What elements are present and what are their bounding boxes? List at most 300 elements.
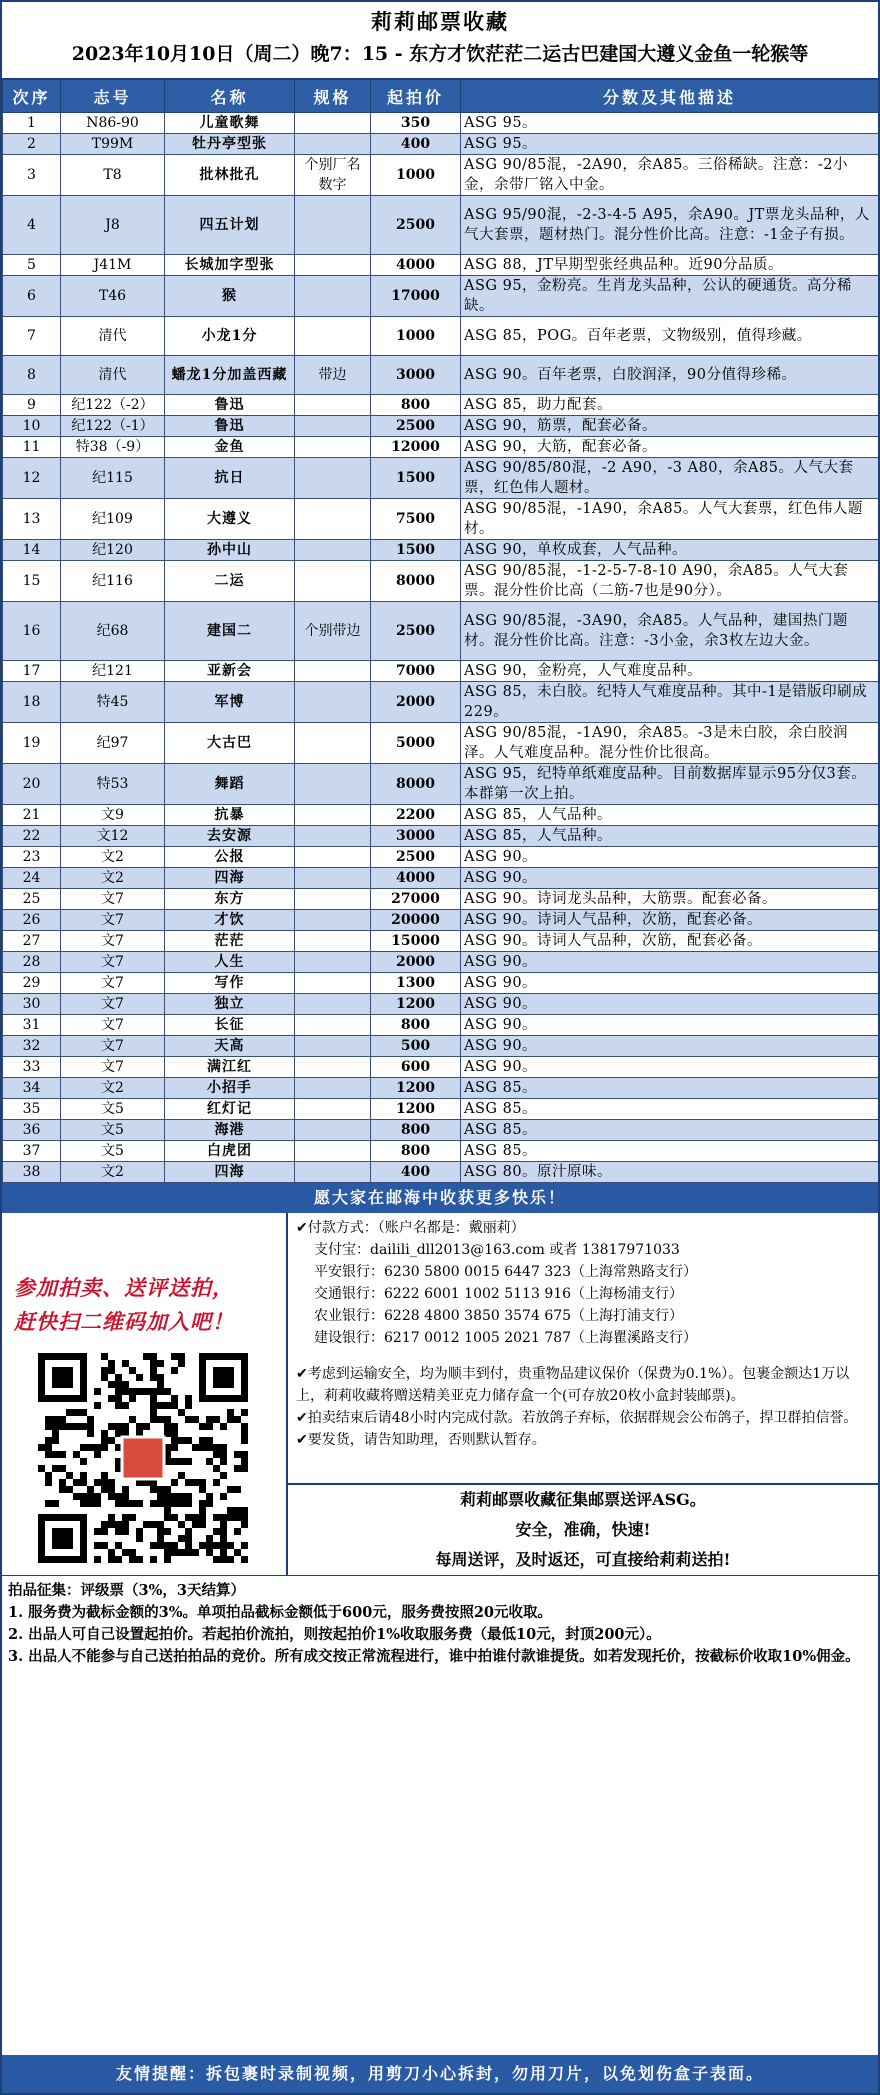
cell-name: 大古巴 (165, 723, 295, 764)
cell-price: 1300 (371, 973, 461, 994)
cell-no: 18 (3, 682, 61, 723)
cell-price: 2200 (371, 805, 461, 826)
cell-name: 牡丹亭型张 (165, 134, 295, 155)
table-row (3, 889, 879, 910)
cell-name: 鲁迅 (165, 395, 295, 416)
cell-spec (295, 499, 371, 540)
cell-no: 3 (3, 155, 61, 196)
cell-spec (295, 661, 371, 682)
table-row (3, 416, 879, 437)
cell-name: 人生 (165, 952, 295, 973)
cell-price: 1200 (371, 1099, 461, 1120)
cell-desc: ASG 90。诗词龙头品种，大筋票。配套必备。 (461, 889, 879, 910)
cell-spec (295, 113, 371, 134)
cell-spec (295, 764, 371, 805)
cell-desc: ASG 88，JT早期型张经典品种。近90分品质。 (461, 255, 879, 276)
cell-code: T99M (61, 134, 165, 155)
cell-name: 公报 (165, 847, 295, 868)
cell-desc: ASG 90。诗词人气品种，次筋，配套必备。 (461, 931, 879, 952)
cell-spec (295, 255, 371, 276)
cell-name: 天高 (165, 1036, 295, 1057)
cell-name: 金鱼 (165, 437, 295, 458)
cell-no: 22 (3, 826, 61, 847)
cell-name: 亚新会 (165, 661, 295, 682)
cell-code: 文7 (61, 1036, 165, 1057)
col-header-desc: 分数及其他描述 (461, 80, 879, 113)
col-header-price: 起拍价 (371, 80, 461, 113)
cell-price: 2000 (371, 682, 461, 723)
table-row (3, 994, 879, 1015)
cell-spec (295, 1078, 371, 1099)
table-row (3, 317, 879, 356)
bank-account: 建设银行：6217 0012 1005 2021 787（上海瞿溪路支行） (314, 1330, 698, 1346)
cell-desc: ASG 90，筋票，配套必备。 (461, 416, 879, 437)
cell-name: 二运 (165, 561, 295, 602)
table-row (3, 1057, 879, 1078)
cell-desc: ASG 85。 (461, 1078, 879, 1099)
lots-table (2, 79, 879, 1183)
payment-panel (288, 1213, 878, 1575)
cell-no: 23 (3, 847, 61, 868)
cell-desc: ASG 95。 (461, 134, 879, 155)
cell-desc: ASG 85，助力配套。 (461, 395, 879, 416)
cell-price: 20000 (371, 910, 461, 931)
cell-spec (295, 1120, 371, 1141)
cell-desc: ASG 90，金粉亮，人气难度品种。 (461, 661, 879, 682)
cell-code: 文2 (61, 1078, 165, 1099)
cell-code: 纪109 (61, 499, 165, 540)
cell-spec (295, 1036, 371, 1057)
bank-account: 农业银行：6228 4800 3850 3574 675（上海打浦支行） (314, 1308, 684, 1324)
cell-code: 纪68 (61, 602, 165, 661)
cell-spec (295, 317, 371, 356)
cell-no: 31 (3, 1015, 61, 1036)
promo-line: 赶快扫二维码加入吧！ (14, 1309, 234, 1334)
table-row (3, 1099, 879, 1120)
table-row (3, 276, 879, 317)
table-row (3, 540, 879, 561)
table-row (3, 661, 879, 682)
cell-spec (295, 868, 371, 889)
cell-price: 2500 (371, 416, 461, 437)
cell-spec (295, 826, 371, 847)
cell-name: 独立 (165, 994, 295, 1015)
cell-name: 舞蹈 (165, 764, 295, 805)
cell-spec (295, 973, 371, 994)
cell-price: 3000 (371, 826, 461, 847)
cell-spec (295, 416, 371, 437)
cell-spec (295, 395, 371, 416)
cell-desc: ASG 90，大筋，配套必备。 (461, 437, 879, 458)
cell-code: J8 (61, 196, 165, 255)
cell-no: 37 (3, 1141, 61, 1162)
cell-name: 军博 (165, 682, 295, 723)
cell-price: 1500 (371, 458, 461, 499)
cell-no: 21 (3, 805, 61, 826)
cell-code: 文7 (61, 910, 165, 931)
cell-no: 36 (3, 1120, 61, 1141)
alipay-account: 支付宝：dailili_dll2013@163.com 或者 13817971033 (314, 1242, 680, 1258)
cell-price: 27000 (371, 889, 461, 910)
cell-desc: ASG 90，单枚成套，人气品种。 (461, 540, 879, 561)
cell-code: 文7 (61, 889, 165, 910)
table-row (3, 682, 879, 723)
cell-name: 四海 (165, 1162, 295, 1183)
cell-spec (295, 723, 371, 764)
cell-price: 1200 (371, 1078, 461, 1099)
cell-spec (295, 196, 371, 255)
table-row (3, 931, 879, 952)
cell-no: 24 (3, 868, 61, 889)
cell-desc: ASG 90。 (461, 868, 879, 889)
cell-spec (295, 134, 371, 155)
cell-no: 15 (3, 561, 61, 602)
cell-price: 7000 (371, 661, 461, 682)
cell-name: 大遵义 (165, 499, 295, 540)
cell-desc: ASG 90。 (461, 1057, 879, 1078)
payment-info (288, 1213, 878, 1483)
table-row (3, 910, 879, 931)
table-row (3, 973, 879, 994)
cell-no: 26 (3, 910, 61, 931)
cell-spec (295, 889, 371, 910)
cell-spec (295, 561, 371, 602)
cell-code: 纪121 (61, 661, 165, 682)
cell-name: 孙中山 (165, 540, 295, 561)
table-row (3, 155, 879, 196)
cell-spec (295, 1057, 371, 1078)
cell-price: 2500 (371, 196, 461, 255)
footer-reminder: 友情提醒：拆包裹时录制视频，用剪刀小心拆封，勿用刀片，以免划伤盒子表面。 (2, 2055, 878, 2093)
slogan-line: 每周送评，及时返还，可直接给莉莉送拍! (435, 1550, 731, 1569)
cell-no: 8 (3, 356, 61, 395)
cell-spec (295, 847, 371, 868)
table-row (3, 437, 879, 458)
wish-banner: 愿大家在邮海中收获更多快乐！ (2, 1183, 878, 1213)
cell-code: 文7 (61, 952, 165, 973)
cell-desc: ASG 90。诗词人气品种，次筋，配套必备。 (461, 910, 879, 931)
cell-spec (295, 458, 371, 499)
cell-desc: ASG 85，人气品种。 (461, 826, 879, 847)
cell-no: 34 (3, 1078, 61, 1099)
cell-name: 建国二 (165, 602, 295, 661)
cell-code: 特38（-9） (61, 437, 165, 458)
cell-spec: 个别带边 (295, 602, 371, 661)
cell-desc: ASG 95。 (461, 113, 879, 134)
cell-spec (295, 910, 371, 931)
table-row (3, 1120, 879, 1141)
cell-code: 文5 (61, 1099, 165, 1120)
cell-no: 13 (3, 499, 61, 540)
col-header-code: 志号 (61, 80, 165, 113)
cell-name: 蟠龙1分加盖西藏 (165, 356, 295, 395)
slogan-line: 安全，准确，快速! (515, 1520, 651, 1539)
cell-no: 2 (3, 134, 61, 155)
table-row (3, 868, 879, 889)
promo-line: 参加拍卖、送评送拍， (14, 1275, 234, 1300)
cell-code: 文7 (61, 994, 165, 1015)
cell-no: 20 (3, 764, 61, 805)
cell-name: 抗日 (165, 458, 295, 499)
cell-price: 15000 (371, 931, 461, 952)
cell-no: 12 (3, 458, 61, 499)
cell-spec (295, 1099, 371, 1120)
table-row (3, 1078, 879, 1099)
cell-price: 7500 (371, 499, 461, 540)
cell-price: 5000 (371, 723, 461, 764)
cell-price: 2000 (371, 952, 461, 973)
cell-desc: ASG 90。 (461, 1036, 879, 1057)
cell-code: 文7 (61, 1057, 165, 1078)
cell-spec (295, 1141, 371, 1162)
cell-code: 纪116 (61, 561, 165, 602)
page-subtitle: 2023年10月10日（周二）晚7：15 - 东方才饮茫茫二运古巴建国大遵义金鱼一轮猴等 (71, 43, 809, 65)
cell-code: T8 (61, 155, 165, 196)
cell-desc: ASG 90。百年老票，白胶润泽，90分值得珍稀。 (461, 356, 879, 395)
cell-name: 鲁迅 (165, 416, 295, 437)
cell-no: 11 (3, 437, 61, 458)
cell-desc: ASG 95，金粉亮。生肖龙头品种，公认的硬通货。高分稀缺。 (461, 276, 879, 317)
cell-code: 清代 (61, 356, 165, 395)
cell-no: 19 (3, 723, 61, 764)
cell-no: 1 (3, 113, 61, 134)
cell-desc: ASG 85，未白胶。纪特人气难度品种。其中-1是错版印刷成229。 (461, 682, 879, 723)
bank-account: 交通银行：6222 6001 1002 5113 916（上海杨浦支行） (314, 1286, 684, 1302)
cell-desc: ASG 85，人气品种。 (461, 805, 879, 826)
col-header-spec: 规格 (295, 80, 371, 113)
cell-no: 32 (3, 1036, 61, 1057)
cell-code: 清代 (61, 317, 165, 356)
rules-title: 拍品征集：评级票（3%，3天结算） (8, 1582, 245, 1599)
cell-spec (295, 682, 371, 723)
table-row (3, 395, 879, 416)
rule-item: 3. 出品人不能参与自己送拍拍品的竞价。所有成交按正常流程进行，谁中拍谁付款谁提货。如若发现托价，按截标价收取10%佣金。 (8, 1648, 860, 1665)
cell-name: 小招手 (165, 1078, 295, 1099)
table-row (3, 458, 879, 499)
table-row (3, 196, 879, 255)
cell-code: 文7 (61, 973, 165, 994)
cell-price: 2500 (371, 847, 461, 868)
cell-spec (295, 1015, 371, 1036)
cell-price: 400 (371, 1162, 461, 1183)
table-row (3, 356, 879, 395)
cell-no: 30 (3, 994, 61, 1015)
cell-name: 抗暴 (165, 805, 295, 826)
cell-spec (295, 931, 371, 952)
cell-price: 350 (371, 113, 461, 134)
cell-no: 33 (3, 1057, 61, 1078)
cell-no: 6 (3, 276, 61, 317)
cell-price: 17000 (371, 276, 461, 317)
cell-name: 批林批孔 (165, 155, 295, 196)
cell-price: 1000 (371, 155, 461, 196)
cell-no: 25 (3, 889, 61, 910)
cell-desc: ASG 90。 (461, 952, 879, 973)
cell-code: 文9 (61, 805, 165, 826)
cell-no: 9 (3, 395, 61, 416)
cell-code: 文5 (61, 1141, 165, 1162)
rule-item: 2. 出品人可自己设置起拍价。若起拍价流拍，则按起拍价1%收取服务费（最低10元，封顶200元）。 (8, 1626, 661, 1643)
cell-no: 14 (3, 540, 61, 561)
table-header-row (3, 80, 879, 113)
cell-name: 长征 (165, 1015, 295, 1036)
cell-spec: 个别厂名数字 (295, 155, 371, 196)
cell-price: 8000 (371, 561, 461, 602)
delivery-note: ✔要发货，请告知助理，否则默认暂存。 (296, 1432, 546, 1448)
cell-code: 文7 (61, 931, 165, 952)
cell-name: 满江红 (165, 1057, 295, 1078)
table-row (3, 847, 879, 868)
cell-desc: ASG 95/90混，-2-3-4-5 A95，余A90。JT票龙头品种，人气大套票，题材热门。混分性价比高。注意：-1金子有损。 (461, 196, 879, 255)
cell-name: 四五计划 (165, 196, 295, 255)
cell-desc: ASG 90/85/80混，-2 A90，-3 A80，余A85。人气大套票，红色伟人题材。 (461, 458, 879, 499)
payment-deadline-note: ✔拍卖结束后请48小时内完成付款。若放鸽子弃标，依据群规会公布鸽子，捍卫群拍信誉。 (296, 1410, 858, 1426)
cell-name: 东方 (165, 889, 295, 910)
cell-no: 4 (3, 196, 61, 255)
cell-name: 红灯记 (165, 1099, 295, 1120)
col-header-name: 名称 (165, 80, 295, 113)
cell-no: 5 (3, 255, 61, 276)
cell-code: 纪97 (61, 723, 165, 764)
table-row (3, 826, 879, 847)
cell-desc: ASG 90/85混，-1A90，余A85。-3是未白胶，余白胶润泽。人气难度品种。混分性价比很高。 (461, 723, 879, 764)
cell-name: 去安源 (165, 826, 295, 847)
cell-price: 4000 (371, 255, 461, 276)
cell-name: 白虎团 (165, 1141, 295, 1162)
consignment-rules (2, 1576, 878, 1726)
header (2, 2, 878, 79)
cell-name: 小龙1分 (165, 317, 295, 356)
cell-desc: ASG 85，POG。百年老票，文物级别，值得珍藏。 (461, 317, 879, 356)
table-row (3, 134, 879, 155)
cell-price: 4000 (371, 868, 461, 889)
table-row (3, 255, 879, 276)
cell-name: 海港 (165, 1120, 295, 1141)
table-row (3, 764, 879, 805)
cell-name: 才饮 (165, 910, 295, 931)
cell-spec (295, 805, 371, 826)
cell-price: 8000 (371, 764, 461, 805)
cell-price: 1500 (371, 540, 461, 561)
cell-price: 400 (371, 134, 461, 155)
cell-code: 纪122（-2） (61, 395, 165, 416)
cell-spec (295, 1162, 371, 1183)
payment-title: ✔付款方式：（账户名都是：戴丽莉） (296, 1220, 525, 1236)
cell-spec (295, 952, 371, 973)
cell-desc: ASG 90。 (461, 994, 879, 1015)
cell-no: 38 (3, 1162, 61, 1183)
table-row (3, 499, 879, 540)
cell-name: 四海 (165, 868, 295, 889)
cell-code: J41M (61, 255, 165, 276)
cell-spec (295, 540, 371, 561)
cell-code: 文7 (61, 1015, 165, 1036)
table-row (3, 1141, 879, 1162)
cell-price: 600 (371, 1057, 461, 1078)
cell-no: 27 (3, 931, 61, 952)
cell-no: 7 (3, 317, 61, 356)
cell-code: 纪122（-1） (61, 416, 165, 437)
cell-code: 文2 (61, 847, 165, 868)
cell-name: 儿童歌舞 (165, 113, 295, 134)
cell-spec (295, 437, 371, 458)
cell-code: 纪120 (61, 540, 165, 561)
lots-body (3, 113, 879, 1183)
promo-panel (2, 1213, 288, 1575)
table-row (3, 561, 879, 602)
promo-text (14, 1271, 234, 1339)
cell-desc: ASG 85。 (461, 1099, 879, 1120)
shipping-note: ✔考虑到运输安全，均为顺丰到付，贵重物品建议保价（保费为0.1%）。包裹金额达1万以上，莉莉收藏将赠送精美亚克力储存盒一个(可存放20枚小盒封装邮票)。 (296, 1366, 850, 1404)
cell-price: 1000 (371, 317, 461, 356)
cell-price: 800 (371, 1120, 461, 1141)
cell-desc: ASG 80。原汁原味。 (461, 1162, 879, 1183)
cell-code: 文2 (61, 1162, 165, 1183)
cell-code: N86-90 (61, 113, 165, 134)
table-row (3, 952, 879, 973)
cell-desc: ASG 90/85混，-1-2-5-7-8-10 A90，余A85。人气大套票。混分性价比高（二筋-7也是90分）。 (461, 561, 879, 602)
cell-price: 3000 (371, 356, 461, 395)
cell-spec (295, 276, 371, 317)
info-section (2, 1213, 878, 1576)
cell-no: 29 (3, 973, 61, 994)
qr-code-icon[interactable] (14, 1353, 272, 1563)
table-row (3, 805, 879, 826)
cell-code: T46 (61, 276, 165, 317)
table-row (3, 1036, 879, 1057)
cell-desc: ASG 90。 (461, 1015, 879, 1036)
cell-code: 纪115 (61, 458, 165, 499)
cell-no: 28 (3, 952, 61, 973)
table-row (3, 113, 879, 134)
page-title: 莉莉邮票收藏 (371, 9, 509, 34)
slogan-line: 莉莉邮票收藏征集邮票送评ASG。 (460, 1490, 706, 1509)
cell-desc: ASG 90。 (461, 847, 879, 868)
cell-price: 800 (371, 1141, 461, 1162)
cell-desc: ASG 85。 (461, 1141, 879, 1162)
cell-price: 500 (371, 1036, 461, 1057)
cell-price: 1200 (371, 994, 461, 1015)
table-row (3, 1015, 879, 1036)
cell-desc: ASG 90。 (461, 973, 879, 994)
table-row (3, 602, 879, 661)
cell-price: 800 (371, 395, 461, 416)
cell-price: 2500 (371, 602, 461, 661)
cell-code: 文12 (61, 826, 165, 847)
cell-name: 长城加字型张 (165, 255, 295, 276)
cell-desc: ASG 90/85混，-3A90，余A85。人气品种，建国热门题材。混分性价比高。注意：-3小金，余3枚左边大金。 (461, 602, 879, 661)
cell-desc: ASG 90/85混，-2A90，余A85。三俗稀缺。注意：-2小金，余带厂铭入中金。 (461, 155, 879, 196)
cell-price: 800 (371, 1015, 461, 1036)
cell-no: 35 (3, 1099, 61, 1120)
col-header-no: 次序 (3, 80, 61, 113)
cell-desc: ASG 90/85混，-1A90，余A85。人气大套票，红色伟人题材。 (461, 499, 879, 540)
cell-desc: ASG 85。 (461, 1120, 879, 1141)
asg-slogan (288, 1483, 878, 1575)
cell-spec (295, 994, 371, 1015)
cell-no: 16 (3, 602, 61, 661)
cell-name: 猴 (165, 276, 295, 317)
cell-desc: ASG 95，纪特单纸难度品种。目前数据库显示95分仅3套。本群第一次上拍。 (461, 764, 879, 805)
cell-code: 文2 (61, 868, 165, 889)
cell-spec: 带边 (295, 356, 371, 395)
cell-price: 12000 (371, 437, 461, 458)
cell-code: 文5 (61, 1120, 165, 1141)
cell-code: 特53 (61, 764, 165, 805)
table-row (3, 723, 879, 764)
rule-item: 1. 服务费为截标金额的3%。单项拍品截标金额低于600元，服务费按照20元收取。 (8, 1604, 552, 1621)
cell-name: 茫茫 (165, 931, 295, 952)
